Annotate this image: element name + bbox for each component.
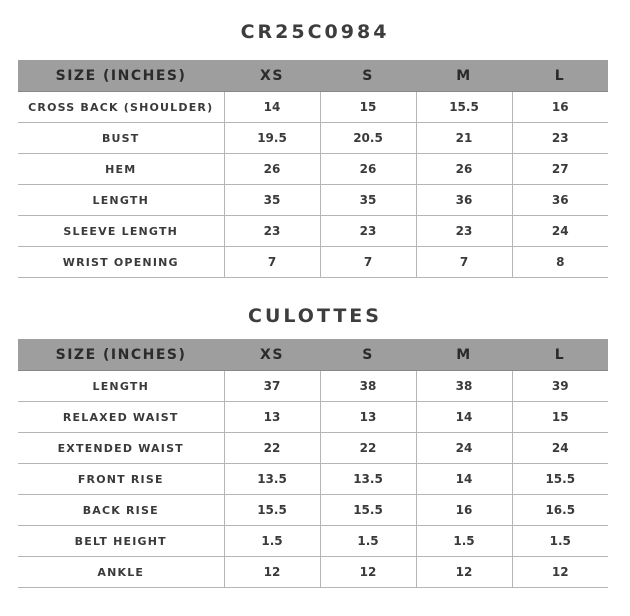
table-cell: 12 — [320, 557, 416, 588]
table-cell: 12 — [416, 557, 512, 588]
table-row — [18, 557, 608, 588]
table-cell: 15.5 — [224, 495, 320, 526]
table-cell: 27 — [512, 154, 608, 185]
header-cell-xs: XS — [224, 339, 320, 371]
header-cell-m: M — [416, 339, 512, 371]
table-cell: 26 — [320, 154, 416, 185]
table-cell: 36 — [416, 185, 512, 216]
section-title-top: CR25C0984 — [240, 21, 390, 43]
table-row — [18, 526, 608, 557]
table-row — [18, 464, 608, 495]
table-cell: 13.5 — [224, 464, 320, 495]
table-cell: 22 — [320, 433, 416, 464]
table-row — [18, 247, 608, 278]
table-cell: 20.5 — [320, 123, 416, 154]
table-cell: 15.5 — [512, 464, 608, 495]
header-cell-size-label: SIZE (INCHES) — [18, 339, 224, 371]
table-cell: 14 — [224, 92, 320, 123]
row-label: HEM — [18, 154, 224, 185]
row-label: FRONT RISE — [18, 464, 224, 495]
table-cell: 16 — [512, 92, 608, 123]
row-label: BUST — [18, 123, 224, 154]
row-label: LENGTH — [18, 371, 224, 402]
row-label: LENGTH — [18, 185, 224, 216]
row-label: WRIST OPENING — [18, 247, 224, 278]
table-header-row — [18, 60, 608, 92]
table-cell: 14 — [416, 464, 512, 495]
table-cell: 38 — [416, 371, 512, 402]
size-table-top — [18, 60, 608, 278]
table-cell: 8 — [512, 247, 608, 278]
size-table-culottes — [18, 339, 608, 588]
table-cell: 24 — [416, 433, 512, 464]
table-row — [18, 216, 608, 247]
table-row — [18, 371, 608, 402]
table-row — [18, 402, 608, 433]
table-cell: 26 — [224, 154, 320, 185]
table-cell: 35 — [320, 185, 416, 216]
row-label: BELT HEIGHT — [18, 526, 224, 557]
section-title-culottes: CULOTTES — [248, 305, 382, 327]
table-cell: 23 — [320, 216, 416, 247]
table-row — [18, 154, 608, 185]
header-cell-s: S — [320, 60, 416, 92]
row-label: SLEEVE LENGTH — [18, 216, 224, 247]
table-cell: 26 — [416, 154, 512, 185]
header-cell-l: L — [512, 60, 608, 92]
table-cell: 36 — [512, 185, 608, 216]
table-row — [18, 123, 608, 154]
table-cell: 38 — [320, 371, 416, 402]
table-cell: 13 — [224, 402, 320, 433]
table-cell: 35 — [224, 185, 320, 216]
row-label: CROSS BACK (SHOULDER) — [18, 92, 224, 123]
table-cell: 23 — [416, 216, 512, 247]
table-header-row — [18, 339, 608, 371]
table-row — [18, 92, 608, 123]
table-cell: 23 — [224, 216, 320, 247]
table-cell: 14 — [416, 402, 512, 433]
table-cell: 12 — [224, 557, 320, 588]
table-cell: 1.5 — [512, 526, 608, 557]
table-cell: 19.5 — [224, 123, 320, 154]
table-cell: 15.5 — [320, 495, 416, 526]
table-cell: 21 — [416, 123, 512, 154]
table-cell: 37 — [224, 371, 320, 402]
table-row — [18, 185, 608, 216]
row-label: EXTENDED WAIST — [18, 433, 224, 464]
table-cell: 15 — [512, 402, 608, 433]
header-cell-s: S — [320, 339, 416, 371]
table-cell: 22 — [224, 433, 320, 464]
table-cell: 7 — [224, 247, 320, 278]
table-cell: 24 — [512, 433, 608, 464]
table-cell: 16 — [416, 495, 512, 526]
table-cell: 12 — [512, 557, 608, 588]
table-cell: 13 — [320, 402, 416, 433]
row-label: BACK RISE — [18, 495, 224, 526]
table-row — [18, 433, 608, 464]
table-cell: 1.5 — [320, 526, 416, 557]
table-row — [18, 495, 608, 526]
table-cell: 15.5 — [416, 92, 512, 123]
row-label: RELAXED WAIST — [18, 402, 224, 433]
table-cell: 24 — [512, 216, 608, 247]
header-cell-m: M — [416, 60, 512, 92]
header-cell-l: L — [512, 339, 608, 371]
table-cell: 7 — [416, 247, 512, 278]
table-cell: 23 — [512, 123, 608, 154]
table-cell: 1.5 — [416, 526, 512, 557]
table-cell: 1.5 — [224, 526, 320, 557]
table-cell: 39 — [512, 371, 608, 402]
table-cell: 16.5 — [512, 495, 608, 526]
table-cell: 15 — [320, 92, 416, 123]
table-cell: 13.5 — [320, 464, 416, 495]
header-cell-xs: XS — [224, 60, 320, 92]
row-label: ANKLE — [18, 557, 224, 588]
table-cell: 7 — [320, 247, 416, 278]
header-cell-size-label: SIZE (INCHES) — [18, 60, 224, 92]
